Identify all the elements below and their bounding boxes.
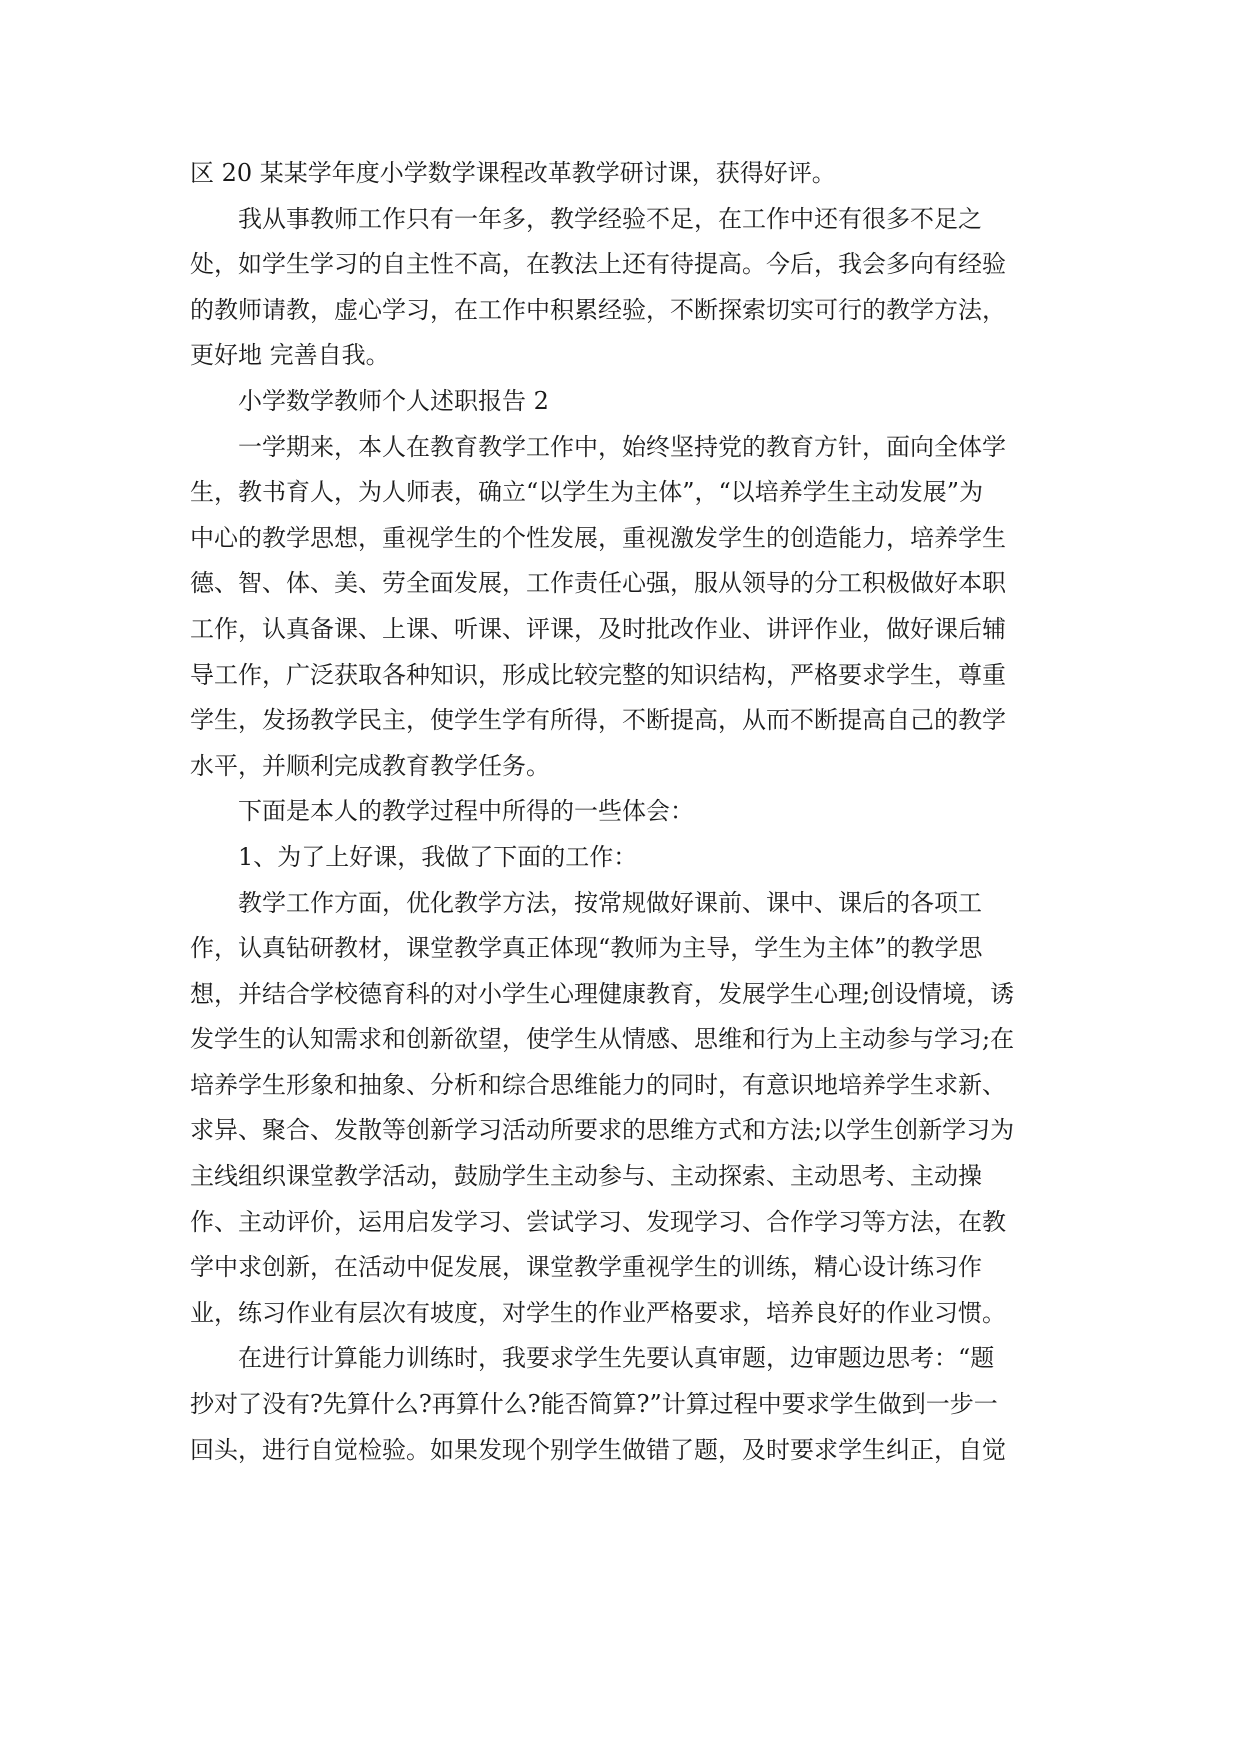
text-line: 区 20 某某学年度小学数学课程改革教学研讨课，获得好评。 — [190, 159, 836, 187]
text-line: 抄对了没有?先算什么?再算什么?能否简算?”计算过程中要求学生做到一步一 — [190, 1390, 998, 1419]
text-line: 业，练习作业有层次有坡度，对学生的作业严格要求，培养良好的作业习惯。 — [190, 1298, 1006, 1327]
text-line: 培养学生形象和抽象、分析和综合思维能力的同时，有意识地培养学生求新、 — [190, 1070, 1006, 1099]
text-line: 主线组织课堂教学活动，鼓励学生主动参与、主动探索、主动思考、主动操 — [190, 1162, 982, 1191]
document-body — [190, 151, 1050, 1473]
text-line: 导工作，广泛获取各种知识，形成比较完整的知识结构，严格要求学生，尊重 — [190, 660, 1006, 689]
text-line: 中心的教学思想，重视学生的个性发展，重视激发学生的创造能力，培养学生 — [190, 523, 1006, 552]
text-line: 发学生的认知需求和创新欲望，使学生从情感、思维和行为上主动参与学习;在 — [190, 1025, 1015, 1054]
text-line: 的教师请教，虚心学习，在工作中积累经验，不断探索切实可行的教学方法， — [190, 295, 1006, 324]
text-line: 学生，发扬教学民主，使学生学有所得，不断提高，从而不断提高自己的教学 — [190, 706, 1006, 735]
text-line: 作，认真钻研教材，课堂教学真正体现“教师为主导，学生为主体”的教学思 — [190, 934, 983, 963]
text-line: 工作，认真备课、上课、听课、评课，及时批改作业、讲评作业，做好课后辅 — [190, 614, 1006, 643]
text-line: 小学数学教师个人述职报告 2 — [238, 386, 549, 415]
text-line: 想，并结合学校德育科的对小学生心理健康教育，发展学生心理;创设情境，诱 — [190, 979, 1015, 1008]
text-line: 教学工作方面，优化教学方法，按常规做好课前、课中、课后的各项工 — [238, 888, 982, 917]
text-line: 学中求创新，在活动中促发展，课堂教学重视学生的训练，精心设计练习作 — [190, 1253, 982, 1282]
text-line: 我从事教师工作只有一年多，教学经验不足，在工作中还有很多不足之 — [238, 204, 982, 233]
text-line: 回头，进行自觉检验。如果发现个别学生做错了题，及时要求学生纠正，自觉 — [190, 1435, 1006, 1464]
text-line: 求异、聚合、发散等创新学习活动所要求的思维方式和方法;以学生创新学习为 — [190, 1116, 1015, 1145]
text-line: 作、主动评价，运用启发学习、尝试学习、发现学习、合作学习等方法，在教 — [190, 1207, 1006, 1236]
text-line: 水平，并顺利完成教育教学任务。 — [190, 751, 550, 780]
text-line: 德、智、体、美、劳全面发展，工作责任心强，服从领导的分工积极做好本职 — [190, 569, 1006, 598]
text-line: 1、为了上好课，我做了下面的工作： — [238, 842, 638, 871]
text-line: 更好地 完善自我。 — [190, 341, 390, 370]
text-line: 下面是本人的教学过程中所得的一些体会： — [238, 797, 694, 826]
text-line: 在进行计算能力训练时，我要求学生先要认真审题，边审题边思考：“题 — [238, 1344, 995, 1373]
text-line: 一学期来，本人在教育教学工作中，始终坚持党的教育方针，面向全体学 — [238, 432, 1006, 461]
text-line: 处，如学生学习的自主性不高，在教法上还有待提高。今后，我会多向有经验 — [190, 250, 1006, 279]
text-line: 生，教书育人，为人师表，确立“以学生为主体”，“以培养学生主动发展”为 — [190, 478, 984, 507]
